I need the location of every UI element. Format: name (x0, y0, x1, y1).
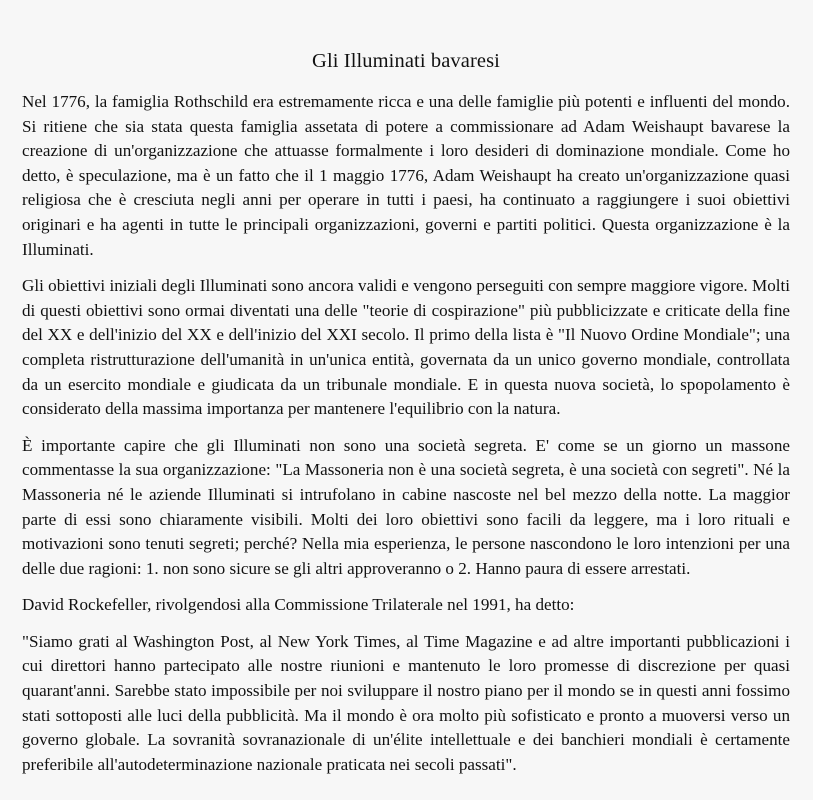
paragraph-3: È importante capire che gli Illuminati non sono una società segreta. E' come se un giorno un massone commentasse la sua organizzazione: "La Massoneria non è una società segreta, è una società con segreti". Né la Massoneria né le aziende Illuminati si intrufolano in cabine nascoste nel bel mezzo della notte. La maggior parte di essi sono chiaramente visibili. Molti dei loro obiettivi sono facili da leggere, ma i loro rituali e motivazioni sono tenuti segreti; perché? Nella mia esperienza, le persone nascondono le loro intenzioni per una delle due ragioni: 1. non sono sicure se gli altri approveranno o 2. Hanno paura di essere arrestati. (22, 435, 790, 578)
paragraph-4-attribution: David Rockefeller, rivolgendosi alla Commissione Trilaterale nel 1991, ha detto: (22, 595, 575, 615)
page-title: Gli Illuminati bavaresi (312, 50, 500, 72)
paragraph-1: Nel 1776, la famiglia Rothschild era estremamente ricca e una delle famiglie più potenti e influenti del mondo. Si ritiene che sia stata questa famiglia assetata di potere a commissionare ad Adam Weishaupt bavarese la creazione di un'organizzazione che attuasse formalmente i loro desideri di dominazione mondiale. Come ho detto, è speculazione, ma è un fatto che il 1 maggio 1776, Adam Weishaupt ha creato un'organizzazione quasi religiosa che è cresciuta negli anni per operare in tutti i paesi, ha continuato a raggiungere i suoi obiettivi originari e ha agenti in tutte le principali organizzazioni, governi e partiti politici. Questa organizzazione è la Illuminati. (22, 92, 790, 259)
paragraph-5-quote: "Siamo grati al Washington Post, al New York Times, al Time Magazine e ad altre importanti pubblicazioni i cui direttori hanno partecipato alle nostre riunioni e mantenuto le loro promesse di discrezione per quasi quarant'anni. Sarebbe stato impossibile per noi sviluppare il nostro piano per il mondo se in questi anni fossimo stati sottoposti alle luci della pubblicità. Ma il mondo è ora molto più sofisticato e pronto a muoversi verso un governo globale. La sovranità sovranazionale di un'élite intellettuale e dei banchieri mondiali è certamente preferibile all'autodeterminazione nazionale praticata nei secoli passati". (22, 631, 790, 774)
paragraph-2: Gli obiettivi iniziali degli Illuminati sono ancora validi e vengono perseguiti con sempre maggiore vigore. Molti di questi obiettivi sono ormai diventati una delle "teorie di cospirazione" più pubblicizzate e criticate della fine del XX e dell'inizio del XX e dell'inizio del XXI secolo. Il primo della lista è "Il Nuovo Ordine Mondiale"; una completa ristrutturazione dell'umanità in un'unica entità, governata da un unico governo mondiale, controllata da un esercito mondiale e giudicata da un tribunale mondiale. E in questa nuova società, lo spopolamento è considerato della massima importanza per mantenere l'equilibrio con la natura. (22, 276, 790, 419)
